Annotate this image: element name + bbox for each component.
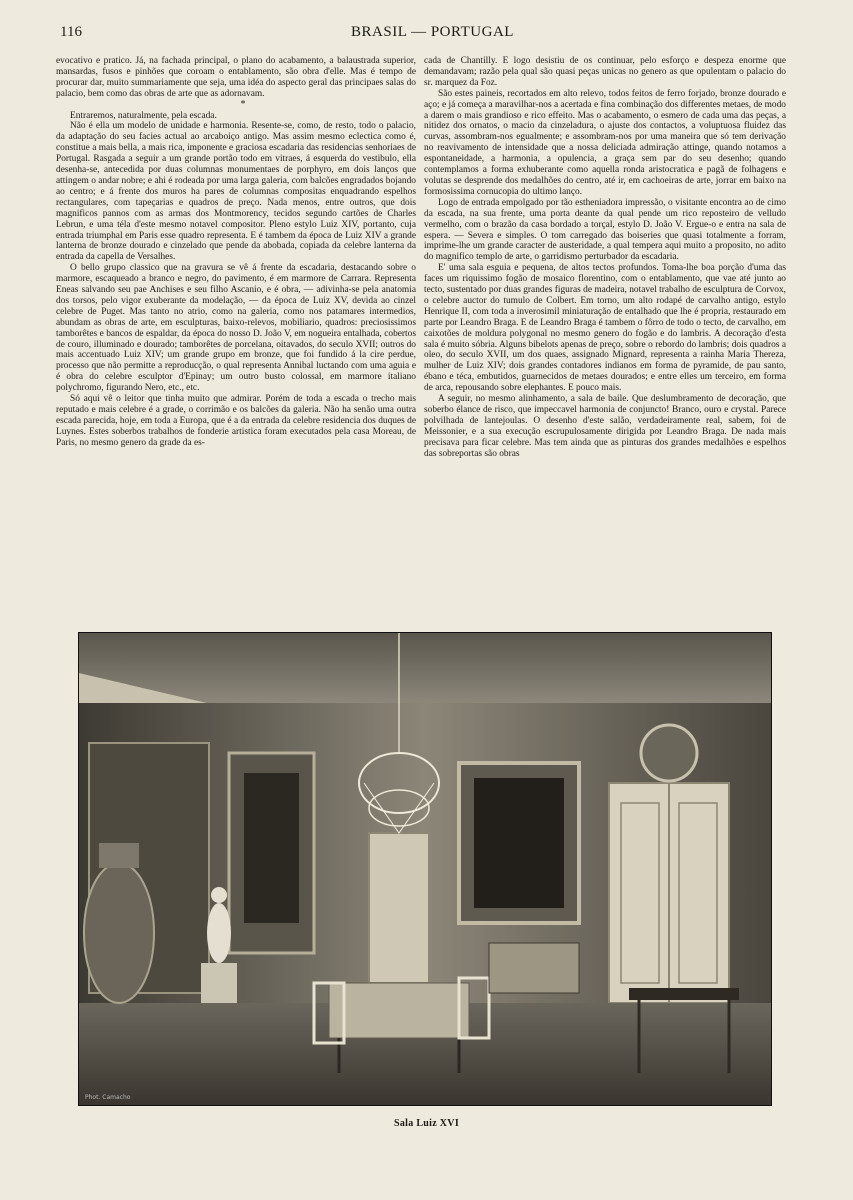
running-title: BRASIL — PORTUGAL: [351, 24, 514, 40]
paragraph: evocativo e pratico. Já, na fachada principal, o plano do acabamento, a balaustrada superior, mansardas, fusos e pinhões que coroam o entablamento, são obra d'elle. Mas é tempo de procurar dar, muito summariamente que seja, uma idéa do aspecto geral das principaes salas do palacio, bem como das obras de arte que as adornavam.: [56, 56, 416, 99]
photo-credit: Phot. Camacho: [85, 1094, 131, 1101]
medallion: [641, 725, 697, 781]
figure-caption: Sala Luiz XVI: [393, 1118, 460, 1129]
paragraph: Logo de entrada empolgado por tão estheniadora impressão, o visitante encontra ao de cimo da escada, na sua frente, uma porta deante da qual pende um rico reposteiro de velludo vermelho, com o brazão da casa bordado a torçal, estylo D. João V. Ergue-o e entra na sala de espera. — Severa e simples. O tom carregado das boiseries que quasi totalmente a forram, imprime-lhe um grande caracter de austeridade, a qual tempera aqui muito a proposito, no adito do magnifico templo de arte, o garridismo perturbador da escadaria.: [424, 197, 786, 263]
paragraph: O bello grupo classico que na gravura se vê á frente da escadaria, destacando sobre o marmore, escaqueado a branco e negro, do pavimento, é em marmore de Carrara. Representa Eneas salvando seu pae Anchises e seu filho Ascanio, e é obra, — adivinha-se pela anatomia dos torsos, pelo vigor exuberante da modelação, — da época de Luiz XV, devida ao cinzel celebre de Puget. Mas tanto no atrio, como na galeria, como nos patamares intermedios, abundam as obras de arte, em esculpturas, baixo-relevos, mobiliario, quadros: preciosissimos tamborêtes e bancos de espaldar, da época do nosso D. João V, em nogueira entalhada, cobertos de couro, illuminado e dourado; tamborêtes de porcelana, oitavados, do seculo XVII; outros do mais accentuado Luiz XIV; um grande grupo em bronze, que foi fundido á la cire perdue, processo que não permitte a reproducção, o qual representa Annibal luctando com uma aguia e é obra do celebre esculptor d'Epinay; um outro busto colossal, em marmore italiano polychromo, figurando Nero, etc., etc.: [56, 263, 416, 394]
paragraph: Não é ella um modelo de unidade e harmonia. Resente-se, como, de resto, todo o palacio, da adaptação do seu facies actual ao arcaboiço antigo. Mas assim mesmo eclectica como é, constitue a mais bella, a mais rica, imponente e graciosa escadaria das residencias senhoriaes de Portugal. Rasgada a seguir a um grande portão todo em vitraes, á esquerda do vestibulo, ella desenha-se, antecedida por duas columnas monumentaes de porphyro, em dois lanços que attingem o andar nobre; e ahi é rodeada por uma larga galeria, com balcões engradados bojando ao centro; e á frente dos muros ha pares de columnas compositas enquadrando espelhos rectangulares, com tapeçarias e quadros de preço. Nada menos, entre outros, que dois magnificos pannos com as armas dos Montmorency, tecidos segundo cartões de Charles Lebrun, e uma téla d'este mesmo notavel compositor. Pleno estylo Luiz XIV, portanto, cuja entrada triumphal em Paris esse quadro representa. E é tambem da época de Luiz XIV a grande lanterna de bronze dourado e cinzelado que pende da abobada, copiada da celebre lanterna da entrada da capella de Versalhes.: [56, 121, 416, 263]
paragraph: Só aqui vê o leitor que tinha muito que admirar. Porém de toda a escada o trecho mais reputado e mais celebre é a grade, o corrimão e os balcões da galeria. Não ha senão uma outra escada parecida, hoje, em toda a Europa, que é a da entrada da celebre residencia dos duques de Luynes. Estes soberbos trabalhos de fonderie artistica foram executados pela casa Moreau, de Paris, no mesmo genero da grade da es-: [56, 394, 416, 448]
left-column: [56, 56, 416, 449]
right-column: [424, 56, 786, 460]
middle-door: [369, 833, 429, 983]
page-number: 116: [60, 24, 82, 40]
center-painting: [474, 778, 564, 908]
room-illustration: [79, 633, 771, 1105]
paragraph: cada de Chantilly. E logo desistiu de os continuar, pelo esforço e despeza enorme que demandavam; razão pela qual são quasi peças unicas no genero as que opulentam o palacio do sr. marquez da Foz.: [424, 56, 786, 88]
paragraph: São estes paineis, recortados em alto relevo, todos feitos de ferro forjado, bronze dourado e aço; e já começa a maravilhar-nos a acertada e fina combinação dos differentes metaes, de modo a darem o mais grandioso e rico effeito. Mas o acabamento, o esmero de cada uma das peças, a nitidez dos ornatos, o macio da cinzeladura, o ajuste dos contactos, a voluptuosa fluidez das curvas, assombram-nos egualmente; e assombram-nos por uma maneira que só tem derivação no reavivamento de intensidade que a nossa deliciada admiração attinge, quando notamos a espontaneidade, a harmonia, a opulencia, a graça sem par do seu desenho; quando contemplamos a forma exhuberante como aquella ronda aristocratica e pagã de folhagens e volutas se desprende dos medalhões do centro, até ir, em cachoeiras de arte, jorrar em baixo na formosissima cornucopia do ultimo lanço.: [424, 88, 786, 197]
section-asterisk: *: [240, 98, 246, 110]
paragraph: E' uma sala esguia e pequena, de altos tectos profundos. Toma-lhe boa porção d'uma das faces um riquissimo fogão de mosaico florentino, com o entablamento, que vae até junto ao tecto, sustentado por duas grandes figuras de madeira, notavel trabalho de esculptura de Corvox, o celebre auctor do tumulo de Colbert. Em torno, um alto rodapé de carvalho antigo, estylo Henrique II, com toda a inverosimil miniaturação de entalhado que lhe é propria, restaurado em parte por Leandro Braga. E de Leandro Braga é tambem o fôrro de todo o tecto, de carvalho, em caixotões de moldura polygonal no mesmo genero do fogão e do lambris. A decoração d'esta sala é muito sóbria. Alguns bibelots apenas de preço, sobre o rebordo do lambris; dois quadros a oleo, do seculo XVII, um dos quaes, assignado Mignard, representa a rainha Maria Thereza, mulher de Luiz XIV; dois grandes contadores indianos em forma de pyramide, de pau santo, ébano e téca, embutidos, guarnecidos de metaes dourados; e entre elles um terceiro, em forma de arca, repousando sobre elephantes. E pouco mais.: [424, 263, 786, 394]
paragraph: A seguir, no mesmo alinhamento, a sala de baile. Que deslumbramento de decoração, que soberbo élance de risco, que impeccavel harmonia de conjuncto! Branco, ouro e crystal. Parece polvilhada de lantejoulas. O desenho d'este salão, verdadeiramente real, sabem, foi de Meissonier, e a sua execução escrupulosamente dirigida por Leandro Braga. De nada mais precisava para ficar celebre. Mas tem ainda que as pinturas dos grandes medalhões e espelhos das sobreportas são obras: [424, 394, 786, 459]
painting: [244, 773, 299, 923]
paragraph: Entraremos, naturalmente, pela escada.: [70, 110, 217, 121]
page-header: [60, 24, 805, 46]
console-table: [489, 943, 579, 993]
ballroom-photograph: [78, 632, 772, 1106]
